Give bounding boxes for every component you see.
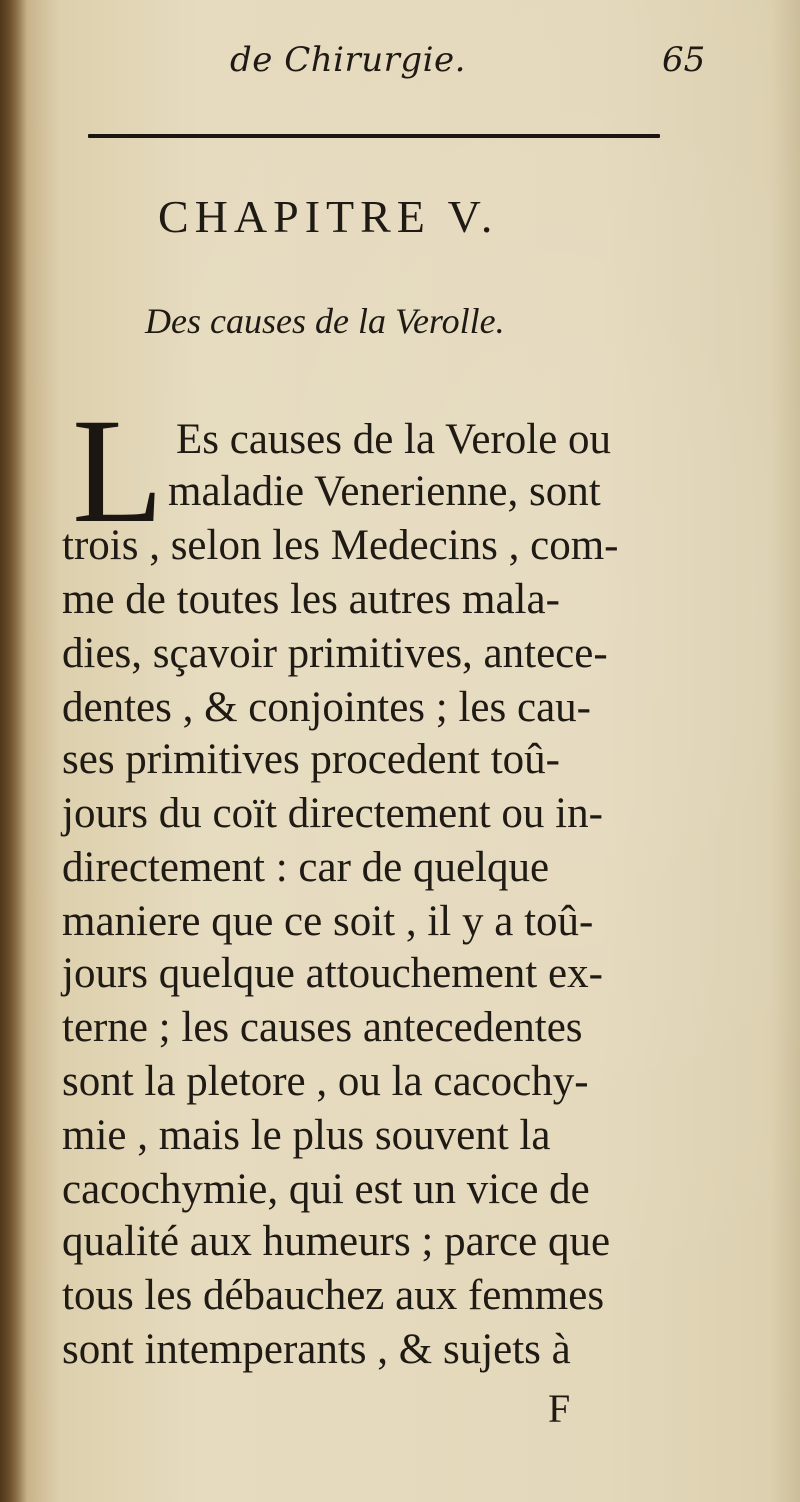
body-line: trois , selon les Medecins , com- [62,522,619,569]
running-head: de Chirurgie. [230,40,466,80]
signature-mark: F [548,1386,571,1431]
body-line: tous les débauchez aux femmes [62,1272,605,1319]
body-line: me de toutes les autres mala- [62,576,560,623]
body-line: maladie Venerienne, sont [168,468,601,515]
chapter-title: CHAPITRE V. [158,191,499,242]
chapter-subtitle: Des causes de la Verolle. [145,301,505,341]
page-header [0,40,800,100]
body-line: sont la pletore , ou la cacochy- [62,1058,589,1105]
body-line: directement : car de quelque [62,844,550,891]
body-line: dentes , & conjointes ; les cau- [62,684,591,731]
body-line: jours du coït directement ou in- [62,790,603,837]
body-line: ses primitives procedent toû- [62,736,560,783]
body-line: maniere que ce soit , il y a toû- [62,898,594,945]
drop-capital: L [72,388,164,554]
body-line: terne ; les causes antecedentes [62,1004,583,1051]
body-line: sont intemperants , & sujets à [62,1326,571,1373]
body-line: dies, sçavoir primitives, antece- [62,630,608,677]
body-line: cacochymie, qui est un vice de [62,1166,590,1213]
body-line: jours quelque attouchement ex- [62,950,603,997]
page-number: 65 [662,40,706,80]
header-rule [88,134,660,138]
body-line: qualité aux humeurs ; parce que [62,1218,611,1265]
body-line: mie , mais le plus souvent la [62,1112,551,1159]
body-line: Es causes de la Verole ou [176,416,612,463]
gutter-shadow [0,0,26,1502]
